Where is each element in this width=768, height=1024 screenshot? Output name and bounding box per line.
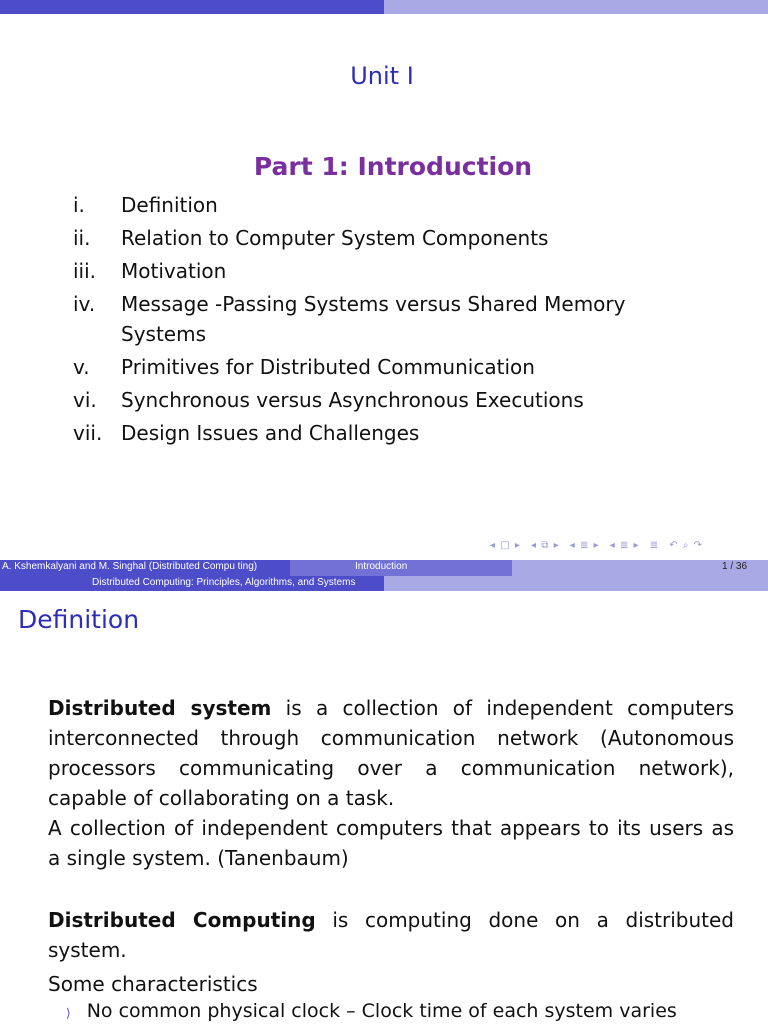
book-title: Distributed Computing: Principles, Algorithms, and Systems [92, 577, 356, 588]
toc-item-text: Motivation [121, 259, 227, 283]
toc-item [73, 352, 641, 382]
top-header-bar [0, 0, 768, 14]
toc-item-text: Message -Passing Systems versus Shared Memory Systems [121, 292, 626, 346]
toc-item-number: iv. [73, 292, 96, 316]
nav-search-icon[interactable]: ↶ ⌕ ↷ [669, 540, 704, 551]
toc-item [73, 418, 641, 448]
nav-frame-icon[interactable]: ◂ □ ▸ [490, 540, 521, 551]
toc-item [73, 289, 641, 349]
definition-paragraph [48, 693, 734, 873]
footer-page-number: 1 / 36 [722, 561, 748, 572]
toc-item-number: i. [73, 193, 85, 217]
part-title: Part 1: Introduction [253, 152, 533, 181]
toc-item [73, 385, 641, 415]
footer-authors: A. Kshemkalyani and M. Singhal (Distributed Compu ting) [2, 561, 258, 572]
top-header-bar-left [0, 0, 384, 14]
distributed-computing-paragraph [48, 905, 734, 965]
unit-title: Unit I [350, 62, 414, 90]
beamer-navigation-symbols [490, 540, 709, 551]
toc-item-number: vii. [73, 421, 103, 445]
distributed-computing-term: Distributed Computing [48, 908, 316, 932]
tanenbaum-definition: A collection of independent computers that appears to its users as a single system. (Tanenbaum) [48, 816, 734, 870]
nav-document-icon[interactable]: ◂ ≣ ▸ [609, 540, 640, 551]
toc-item [73, 223, 641, 253]
list-item [66, 1000, 677, 1022]
toc-item-number: iii. [73, 259, 97, 283]
toc-item [73, 190, 641, 220]
slide2-header-bar [0, 576, 768, 591]
characteristics-heading: Some characteristics [48, 972, 258, 996]
toc-item-text: Relation to Computer System Components [121, 226, 549, 250]
toc-item-text: Definition [121, 193, 218, 217]
distributed-system-term: Distributed system [48, 696, 272, 720]
toc-item-text: Synchronous versus Asynchronous Executions [121, 388, 584, 412]
toc-item-text: Design Issues and Challenges [121, 421, 420, 445]
toc-item-number: vi. [73, 388, 97, 412]
nav-subsection-icon[interactable]: ◂ ⧉ ▸ [531, 540, 560, 551]
nav-outline-icon[interactable]: ≣ [649, 540, 660, 551]
toc-item-number: ii. [73, 226, 91, 250]
table-of-contents [73, 190, 641, 451]
distributed-computing-text: is computing done on a distributed system. [48, 908, 735, 962]
slide-footer [0, 560, 768, 576]
nav-section-icon[interactable]: ◂ ≣ ▸ [569, 540, 600, 551]
slide2-header-bar-right [384, 576, 768, 591]
toc-item [73, 256, 641, 286]
definition-text: is a collection of independent computers interconnected through communication network (Autonomous processors communicating over a communication network), capable of collaborating on a task. [48, 696, 734, 810]
toc-item-number: v. [73, 355, 90, 379]
top-header-bar-right [384, 0, 768, 14]
definition-title: Definition [18, 605, 140, 634]
footer-section: Introduction [355, 561, 408, 572]
bullet-icon: ⟩ [66, 1006, 71, 1020]
toc-item-text: Primitives for Distributed Communication [121, 355, 535, 379]
bullet-text: No common physical clock – Clock time of each system varies [86, 1000, 677, 1022]
